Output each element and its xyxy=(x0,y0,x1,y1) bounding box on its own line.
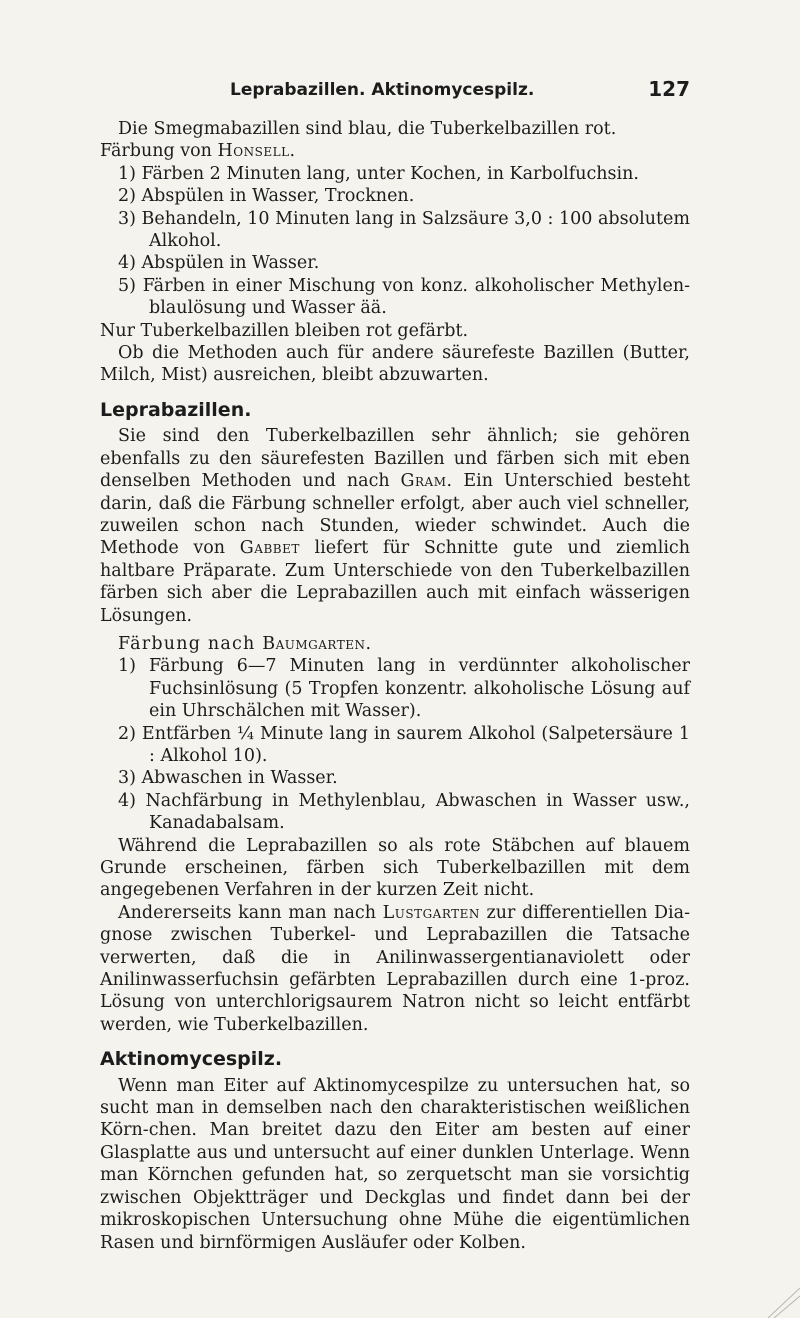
page-body xyxy=(100,118,690,1254)
text-run: liefert für Schnitte gute und ziemlich haltbare Präparate. Zum Unterschiede von den Tuberkelbazillen färben sich aber die Leprabazillen auch mit einfach wässerigen Lösungen. xyxy=(100,538,690,626)
baumgarten-name: Baumgarten. xyxy=(262,633,372,654)
honsell-step: 3) Behandeln, 10 Minuten lang in Salzsäure 3,0 : 100 absolutem Alkohol. xyxy=(118,208,690,252)
baumgarten-step: 2) Entfärben ¼ Minute lang in saurem Alkohol (Salpetersäure 1 : Alkohol 10). xyxy=(118,723,690,766)
page-corner-mark xyxy=(760,1278,800,1318)
honsell-label: Färbung von xyxy=(100,141,218,162)
honsell-step: 1) Färben 2 Minuten lang, unter Kochen, in Karbolfuchsin. xyxy=(118,163,639,184)
lepra-paragraph-2: Während die Leprabazillen so als rote Stäbchen auf blauem Grunde erscheinen, färben sich Tuberkelbazillen mit dem angegebenen Verfahren in der kurzen Zeit nicht. xyxy=(100,835,690,901)
baumgarten-step: 3) Abwaschen in Wasser. xyxy=(118,768,338,789)
baumgarten-heading xyxy=(100,633,690,655)
honsell-step: 2) Abspülen in Wasser, Trocknen. xyxy=(118,186,415,207)
text-run: Sie sind den Tuberkelbazillen sehr ähnlich; sie gehören ebenfalls zu den säurefesten Bazillen und färben sich mit eben denselben Methoden und nach xyxy=(100,426,690,492)
text-run: zur differentiellen Dia-gnose zwischen Tuberkel- und Leprabazillen die Tatsache verwerten, daß die in Anilinwassergentianaviolett oder Anilinwasserfuchsin gefärbten Leprabazillen durch eine 1-proz. Lösung von unterchlorigsaurem Natron nicht so leicht entfärbt werden, wie Tuberkelbazillen. xyxy=(100,902,690,1035)
honsell-heading xyxy=(100,140,690,162)
honsell-note: Ob die Methoden auch für andere säurefeste Bazillen (Butter, Milch, Mist) ausreichen, bleibt abzuwarten. xyxy=(100,343,690,386)
lepra-paragraph-3 xyxy=(100,902,690,1036)
baumgarten-step: 4) Nachfärbung in Methylenblau, Abwaschen in Wasser usw., Kanadabalsam. xyxy=(118,790,690,834)
honsell-steps xyxy=(100,163,690,320)
author-gabbet: Gabbet xyxy=(239,538,300,559)
intro-line: Die Smegmabazillen sind blau, die Tuberkelbazillen rot. xyxy=(118,119,617,139)
author-lustgarten: Lustgarten xyxy=(382,902,480,923)
baumgarten-steps xyxy=(100,655,690,834)
text-run: Ein Unterschied besteht darin, daß die Färbung schneller erfolgt, aber auch viel schneller, zuweilen schon nach Stunden, wieder schwindet. Auch die Methode von xyxy=(100,471,690,559)
honsell-step: 4) Abspülen in Wasser. xyxy=(118,253,320,274)
honsell-result: Nur Tuberkelbazillen bleiben rot gefärbt. xyxy=(100,320,469,341)
honsell-step: 5) Färben in einer Mischung von konz. alkoholischer Methylen-blaulösung und Wasser ää. xyxy=(118,275,690,319)
baumgarten-step: 1) Färbung 6—7 Minuten lang in verdünnter alkoholischer Fuchsinlösung (5 Tropfen konzentr. alkoholische Lösung auf ein Uhrschälchen mit Wasser). xyxy=(118,656,690,722)
header-title: Leprabazillen. Aktinomycespilz. xyxy=(230,80,535,100)
aktino-paragraph: Wenn man Eiter auf Aktinomycespilze zu untersuchen hat, so sucht man in demselben nach den charakteristischen weißlichen Körn-chen. Man breitet dazu den Eiter am besten auf einer Glasplatte aus und untersucht auf einer dunklen Unterlage. Wenn man Körnchen gefunden hat, so zerquetscht man sie vorsichtig zwischen Objektträger und Deckglas und findet dann bei der mikroskopischen Untersuchung ohne Mühe die eigentümlichen Rasen und birnförmigen Ausläufer oder Kolben. xyxy=(100,1075,690,1253)
running-header xyxy=(230,77,690,101)
baumgarten-label: Färbung nach xyxy=(118,633,263,654)
section-title-lepra: Leprabazillen. xyxy=(100,398,252,421)
author-gram: Gram. xyxy=(400,471,453,492)
lepra-paragraph-1 xyxy=(100,425,690,627)
honsell-name: Honsell. xyxy=(217,141,296,162)
text-run: Andererseits kann man nach xyxy=(118,902,383,923)
section-title-aktino: Aktinomycespilz. xyxy=(100,1048,283,1071)
page-number: 127 xyxy=(648,77,690,101)
